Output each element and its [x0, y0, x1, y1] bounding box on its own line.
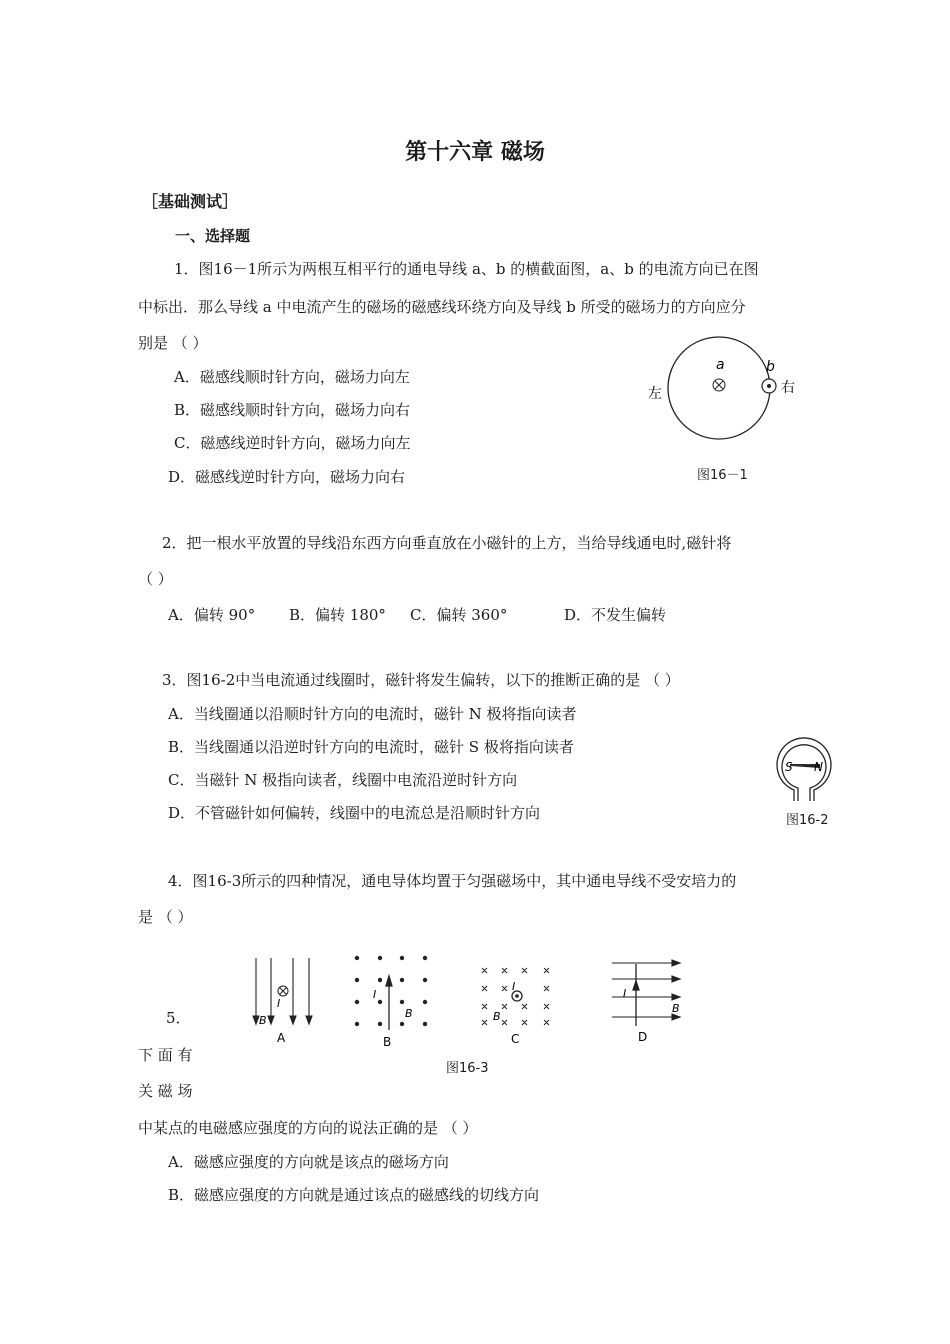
panel-b-label: B	[383, 1035, 392, 1049]
q4-line1: 4．图16-3所示的四种情况，通电导体均置于匀强磁场中，其中通电导线不受安培力的	[168, 872, 737, 890]
subsection-heading: 一、选择题	[175, 227, 251, 245]
panel-a-label: A	[277, 1031, 286, 1045]
q2-line2: （ ）	[138, 570, 173, 588]
needle-label-n: N	[814, 760, 823, 774]
q5-fragment-1: 下 面 有	[138, 1046, 193, 1064]
figure-16-2-caption: 图16-2	[786, 813, 829, 828]
q4-line2: 是 （ ）	[138, 908, 193, 926]
q3-option-a: A．当线圈通以沿顺时针方向的电流时，磁针 N 极将指向读者	[168, 705, 577, 723]
figure-16-1-caption: 图16－1	[697, 468, 748, 483]
q5-number: 5．	[166, 1009, 191, 1027]
q2-option-c: C．偏转 360°	[410, 606, 508, 624]
panel-a-field-label: B	[259, 1014, 267, 1027]
panel-b-current-arrow	[386, 976, 392, 1030]
needle-label-s: S	[785, 760, 793, 774]
q5-fragment-2: 关 磁 场	[138, 1082, 193, 1100]
label-b: b	[766, 359, 775, 375]
q3-option-c: C．当磁针 N 极指向读者，线圈中电流沿逆时针方向	[168, 771, 518, 789]
panel-d-current-label: I	[623, 987, 627, 1000]
panel-c	[482, 968, 549, 1046]
q2-option-b: B．偏转 180°	[289, 606, 386, 624]
panel-b-field-label: B	[405, 1007, 413, 1020]
q1-option-a: A．磁感线顺时针方向，磁场力向左	[174, 368, 410, 386]
current-into-page-icon	[278, 986, 288, 996]
q1-line2: 中标出．那么导线 a 中电流产生的磁场的磁感线环绕方向及导线 b 所受的磁场力的方向应分	[138, 298, 746, 316]
q1-line1: 1．图16－1所示为两根互相平行的通电导线 a、b 的横截面图，a、b 的电流方向已在图	[174, 260, 759, 278]
field-out-of-page-dots	[355, 956, 427, 1026]
panel-b	[355, 956, 427, 1049]
panel-c-current-label: I	[512, 980, 516, 993]
field-circle	[668, 337, 770, 439]
q3-option-b: B．当线圈通以沿逆时针方向的电流时，磁针 S 极将指向读者	[168, 738, 574, 756]
q5-option-a: A．磁感应强度的方向就是该点的磁场方向	[168, 1153, 449, 1171]
label-a: a	[716, 357, 725, 373]
figure-16-3	[240, 950, 700, 1050]
panel-d	[612, 960, 680, 1044]
panel-a	[253, 958, 312, 1045]
q5-option-b: B．磁感应强度的方向就是通过该点的磁感线的切线方向	[168, 1186, 540, 1204]
q2-option-a: A．偏转 90°	[168, 606, 256, 624]
figure-16-1	[640, 335, 810, 445]
q5-line: 中某点的电磁感应强度的方向的说法正确的是 （ ）	[138, 1119, 478, 1137]
panel-c-label: C	[511, 1032, 520, 1046]
label-right: 右	[781, 380, 795, 396]
q1-line3: 别是 （ ）	[138, 334, 208, 352]
q3-option-d: D．不管磁针如何偏转，线圈中的电流总是沿顺时针方向	[168, 804, 541, 822]
figure-16-3-caption: 图16-3	[446, 1061, 489, 1076]
figure-16-2	[772, 735, 838, 807]
label-left: 左	[648, 386, 662, 402]
panel-b-current-label: I	[373, 988, 377, 1001]
panel-d-label: D	[638, 1030, 648, 1044]
q3-line1: 3．图16-2中当电流通过线圈时，磁针将发生偏转，以下的推断正确的是 （ ）	[162, 671, 680, 689]
page-title: 第十六章 磁场	[405, 139, 545, 165]
q1-option-c: C．磁感线逆时针方向，磁场力向左	[174, 434, 411, 452]
q1-option-b: B．磁感线顺时针方向，磁场力向右	[174, 401, 411, 419]
section-heading: ［基础测试］	[142, 192, 239, 211]
panel-c-field-label: B	[493, 1010, 501, 1023]
panel-a-current-label: I	[277, 997, 281, 1010]
q2-option-d: D．不发生偏转	[564, 606, 667, 624]
q1-option-d: D．磁感线逆时针方向，磁场力向右	[168, 468, 406, 486]
q2-line1: 2．把一根水平放置的导线沿东西方向垂直放在小磁针的上方，当给导线通电时,磁针将	[162, 534, 732, 552]
panel-d-field-label: B	[672, 1002, 680, 1015]
conductor-b-out-of-page-icon	[762, 379, 776, 393]
conductor-a-into-page-icon	[713, 379, 725, 391]
